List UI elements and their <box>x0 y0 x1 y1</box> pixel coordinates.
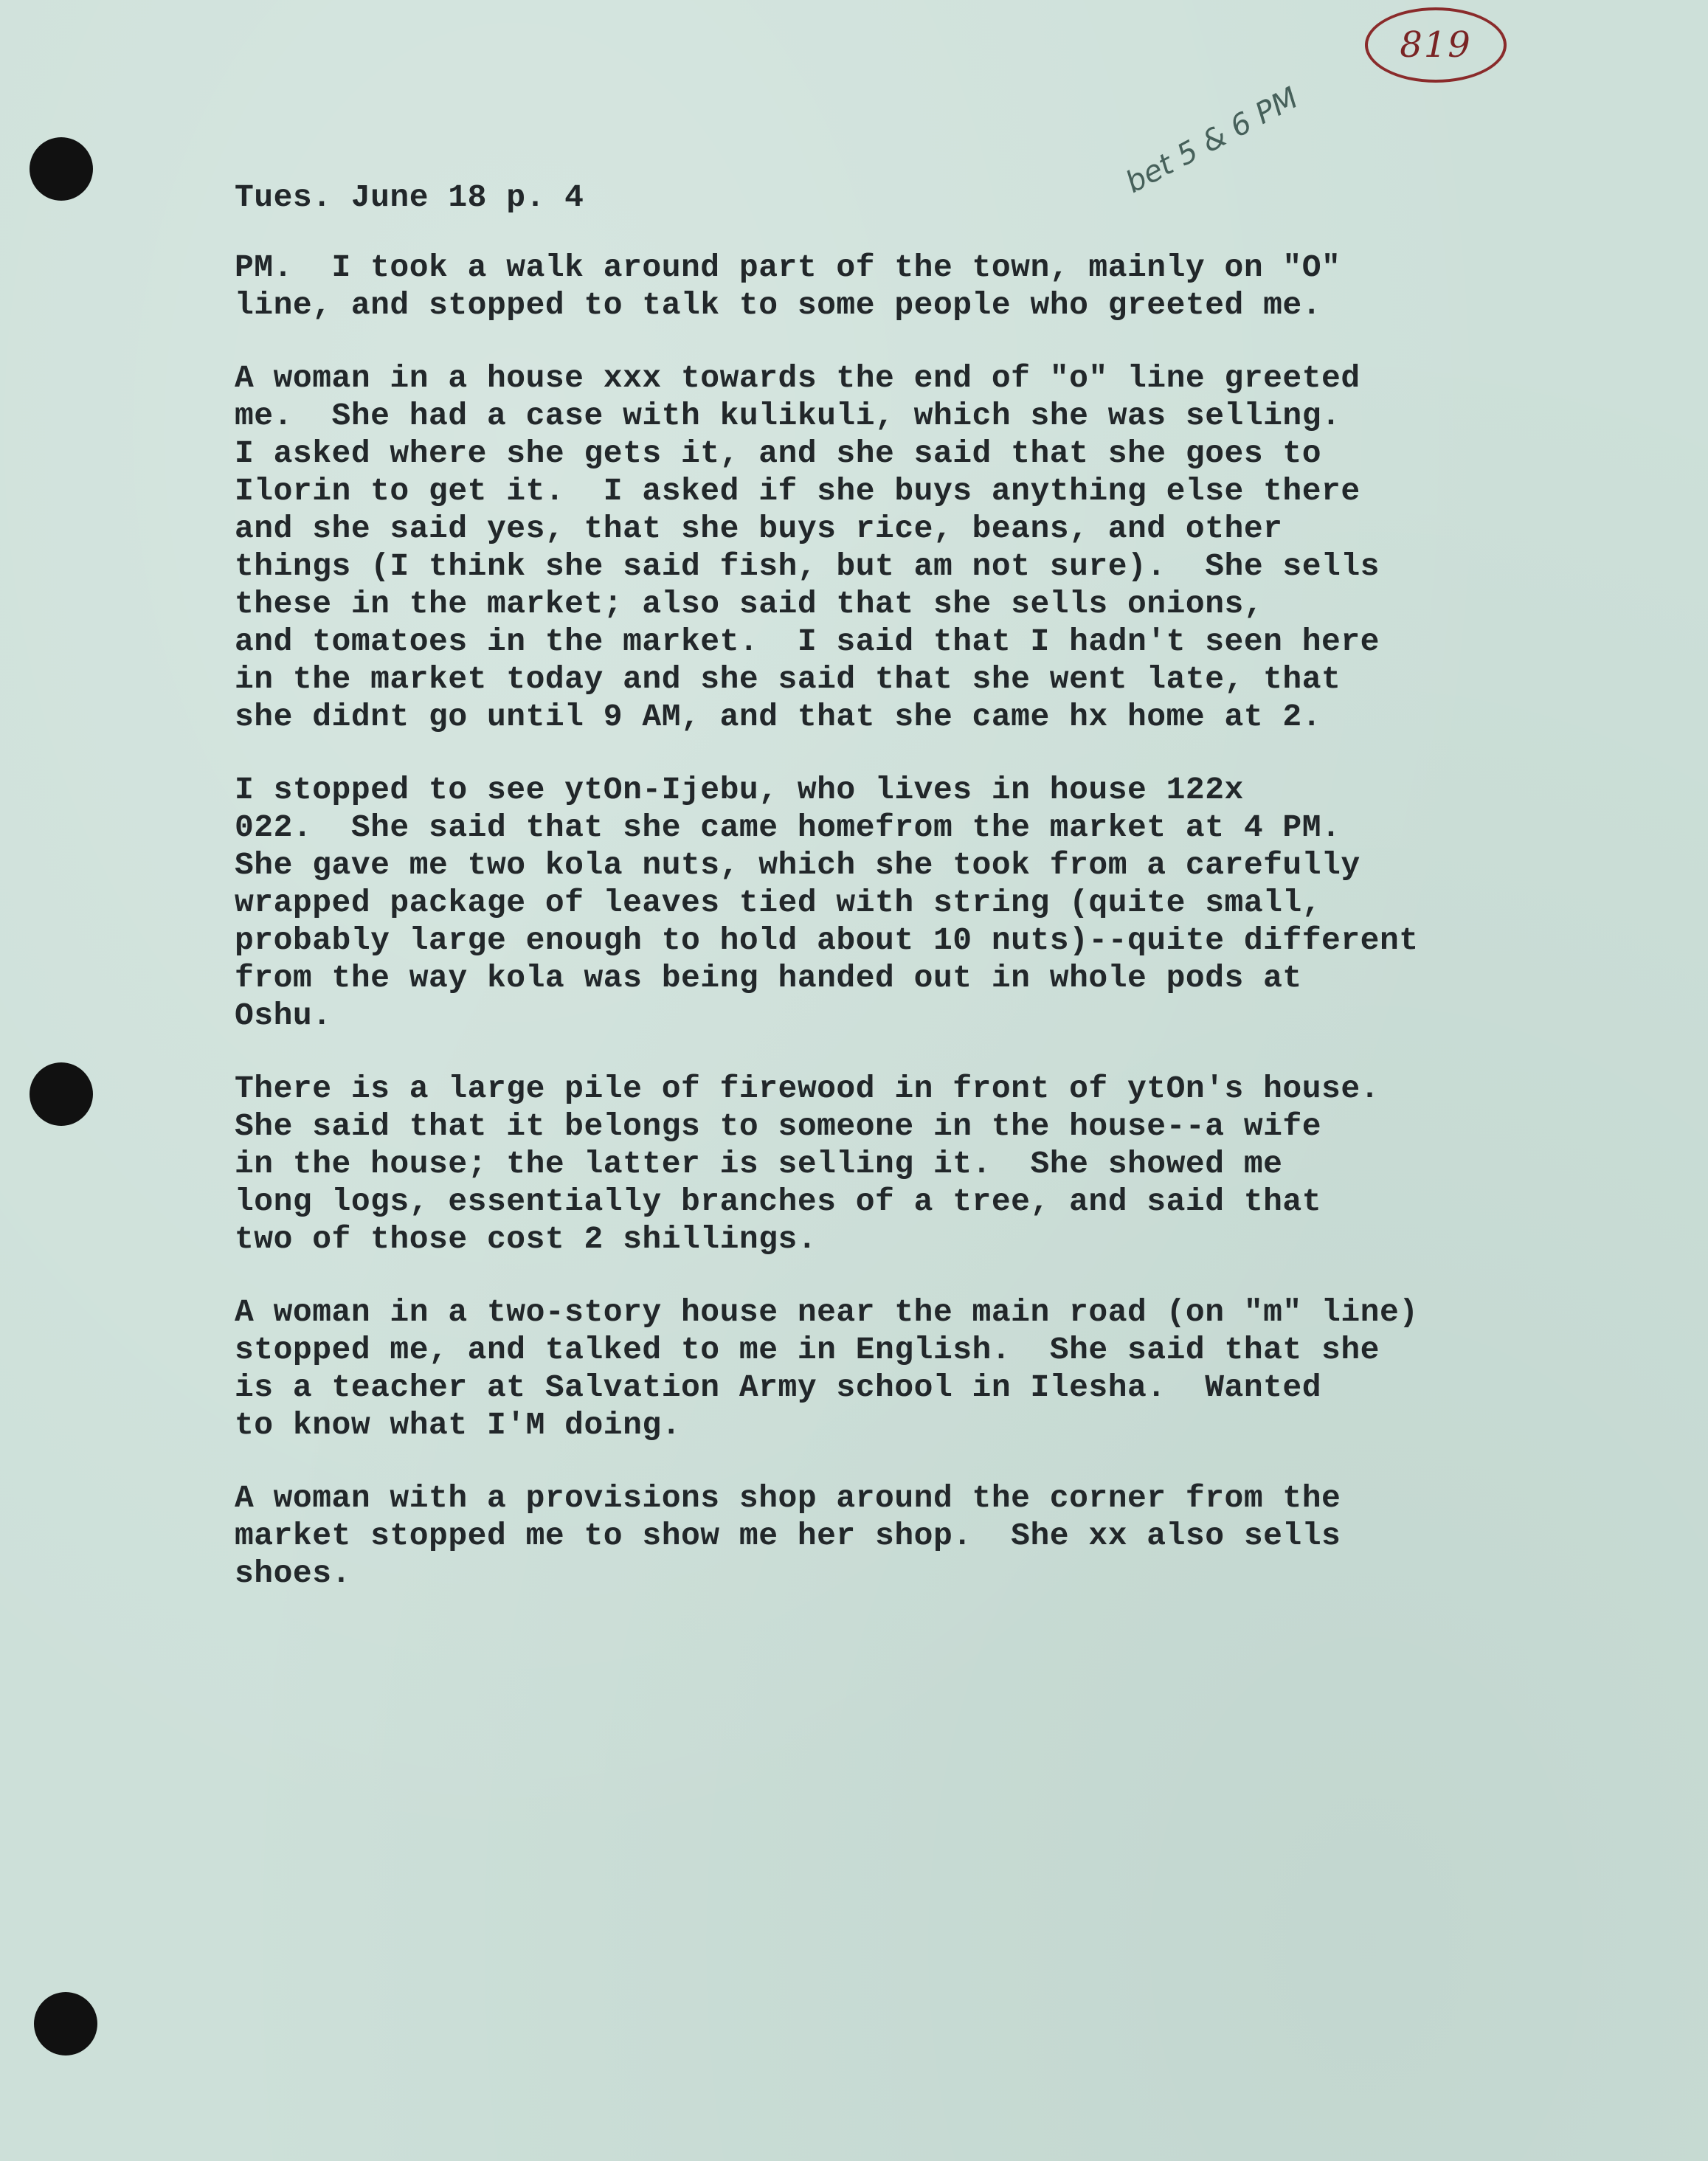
punch-hole-bottom <box>34 1992 97 2055</box>
text-line: Oshu. <box>235 997 332 1034</box>
text-line: I asked where she gets it, and she said that she goes to <box>235 435 1322 471</box>
page-heading: Tues. June 18 p. 4 <box>235 179 584 215</box>
text-line: me. She had a case with kulikuli, which she was selling. <box>235 398 1341 434</box>
paragraph-5 <box>235 1293 1636 1444</box>
document-body <box>235 179 1636 1628</box>
text-line: things (I think she said fish, but am not sure). She sells <box>235 548 1380 584</box>
text-line: She gave me two kola nuts, which she took from a carefully <box>235 847 1360 883</box>
paragraph-6 <box>235 1479 1636 1592</box>
text-line: to know what I'M doing. <box>235 1407 681 1443</box>
text-line: and tomatoes in the market. I said that I hadn't seen here <box>235 623 1380 660</box>
text-line: Ilorin to get it. I asked if she buys anything else there <box>235 473 1360 509</box>
paragraph-2 <box>235 359 1636 736</box>
text-line: I stopped to see ytOn-Ijebu, who lives in house 122x <box>235 772 1244 808</box>
text-line: these in the market; also said that she sells onions, <box>235 586 1264 622</box>
text-line: in the market today and she said that she went late, that <box>235 661 1341 697</box>
text-line: A woman with a provisions shop around the corner from the <box>235 1480 1341 1516</box>
page-number: 819 <box>1400 24 1472 66</box>
text-line: in the house; the latter is selling it. She showed me <box>235 1146 1283 1182</box>
text-line: is a teacher at Salvation Army school in Ilesha. Wanted <box>235 1369 1322 1405</box>
text-line: and she said yes, that she buys rice, beans, and other <box>235 511 1283 547</box>
text-line: market stopped me to show me her shop. She xx also sells <box>235 1518 1341 1554</box>
text-line: There is a large pile of firewood in front of ytOn's house. <box>235 1071 1380 1107</box>
text-line: she didnt go until 9 AM, and that she came hx home at 2. <box>235 699 1322 735</box>
text-line: 022. She said that she came homefrom the market at 4 PM. <box>235 809 1341 846</box>
text-line: line, and stopped to talk to some people who greeted me. <box>235 287 1322 323</box>
handwritten-note: bet 5 & 6 PM <box>1120 80 1304 200</box>
punch-hole-top <box>30 137 93 201</box>
text-line: probably large enough to hold about 10 nuts)--quite different <box>235 922 1419 958</box>
paragraph-1 <box>235 249 1636 324</box>
text-line: shoes. <box>235 1555 351 1591</box>
text-line: two of those cost 2 shillings. <box>235 1221 817 1257</box>
punch-hole-middle <box>30 1062 93 1126</box>
paragraph-4 <box>235 1070 1636 1258</box>
paragraph-3 <box>235 771 1636 1034</box>
page-number-circle <box>1365 7 1507 83</box>
text-line: PM. I took a walk around part of the town, mainly on "O" <box>235 249 1341 286</box>
text-line: from the way kola was being handed out in whole pods at <box>235 960 1302 996</box>
text-line: A woman in a house xxx towards the end of "o" line greeted <box>235 360 1360 396</box>
text-line: She said that it belongs to someone in the house--a wife <box>235 1108 1322 1144</box>
text-line: stopped me, and talked to me in English. She said that she <box>235 1332 1380 1368</box>
text-line: long logs, essentially branches of a tree, and said that <box>235 1183 1322 1220</box>
text-line: A woman in a two-story house near the main road (on "m" line) <box>235 1294 1419 1330</box>
text-line: wrapped package of leaves tied with string (quite small, <box>235 885 1322 921</box>
